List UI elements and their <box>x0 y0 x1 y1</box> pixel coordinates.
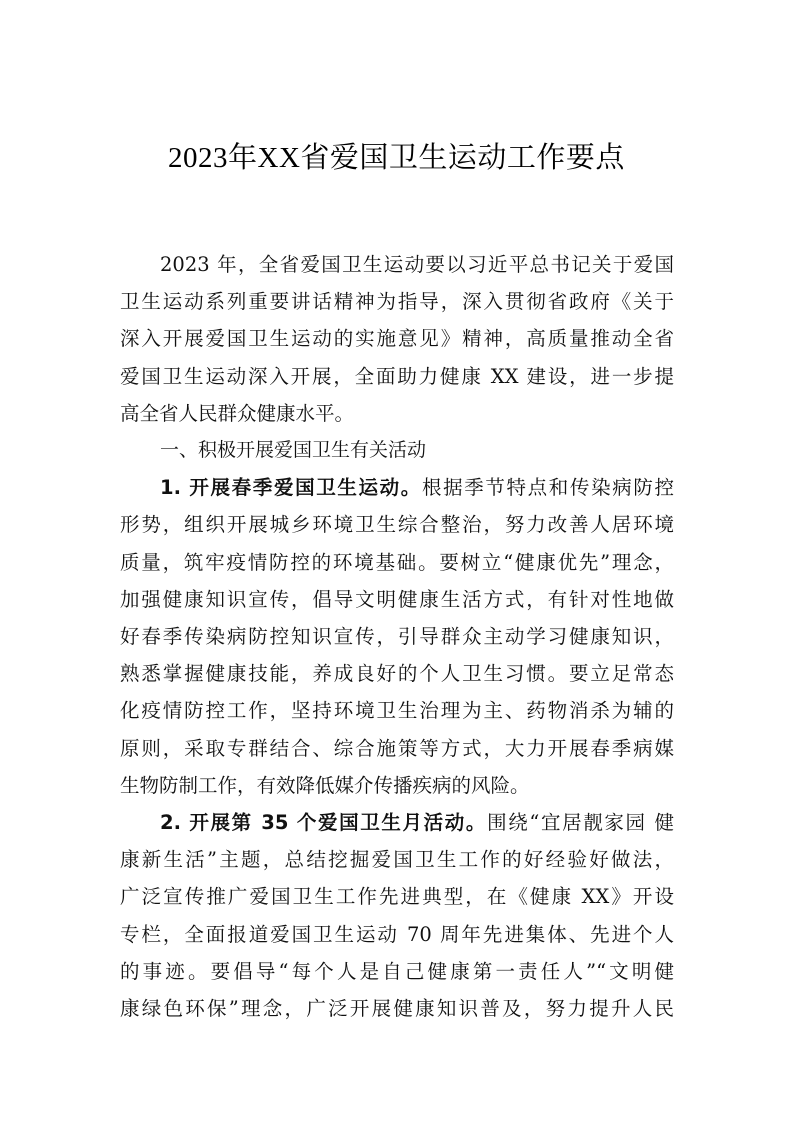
text-line: 专栏，全面报道爱国卫生运动 70 周年先进集体、先进个人 <box>120 922 674 946</box>
item-1-paragraph <box>120 469 674 804</box>
text-line: 熟悉掌握健康技能，养成良好的个人卫生习惯。要立足常态 <box>120 662 674 686</box>
item-1-lead: 1. 开展春季爱国卫生运动。 <box>160 476 422 500</box>
item-2-paragraph <box>120 804 674 1027</box>
text-line: 爱国卫生运动深入开展，全面助力健康 XX 建设，进一步提 <box>120 364 674 388</box>
text-line: 2023 年，全省爱国卫生运动要以习近平总书记关于爱国 <box>160 253 674 276</box>
text-line: 原则，采取专群结合、综合施策等方式，大力开展春季病媒 <box>120 736 674 760</box>
text-line: 康绿色环保”理念，广泛开展健康知识普及，努力提升人民 <box>120 997 674 1021</box>
text-line: 质量，筑牢疫情防控的环境基础。要树立“健康优先”理念， <box>120 550 674 574</box>
item-1-first-line-rest: 根据季节特点和传染病防控 <box>421 476 674 500</box>
text-line: 生物防制工作，有效降低媒介传播疾病的风险。 <box>120 773 530 797</box>
document-body <box>120 246 674 1027</box>
text-line: 高全省人民群众健康水平。 <box>120 401 355 425</box>
text-line: 好春季传染病防控知识宣传，引导群众主动学习健康知识， <box>120 625 674 649</box>
text-line: 广泛宣传推广爱国卫生工作先进典型，在《健康 XX》开设 <box>120 885 674 909</box>
item-2-first-line-rest: 围绕“宜居靓家园 健 <box>487 811 674 835</box>
text-line: 深入开展爱国卫生运动的实施意见》精神，高质量推动全省 <box>120 327 674 351</box>
section-heading: 一、积极开展爱国卫生有关活动 <box>160 439 427 462</box>
text-line <box>120 469 674 506</box>
text-line <box>120 804 674 841</box>
text-line: 康新生活”主题，总结挖掘爱国卫生工作的好经验好做法， <box>120 848 674 872</box>
text-line: 卫生运动系列重要讲话精神为指导，深入贯彻省政府《关于 <box>120 290 674 314</box>
text-line: 形势，组织开展城乡环境卫生综合整治，努力改善人居环境 <box>120 513 674 537</box>
item-2-lead: 2. 开展第 35 个爱国卫生月活动。 <box>160 811 488 835</box>
text-line: 化疫情防控工作，坚持环境卫生治理为主、药物消杀为辅的 <box>120 699 674 723</box>
intro-paragraph <box>120 246 674 432</box>
text-line: 的事迹。要倡导“每个人是自己健康第一责任人”“文明健 <box>120 959 674 983</box>
document-title: 2023年XX省爱国卫生运动工作要点 <box>168 142 625 174</box>
text-line: 加强健康知识宣传，倡导文明健康生活方式，有针对性地做 <box>120 587 674 611</box>
